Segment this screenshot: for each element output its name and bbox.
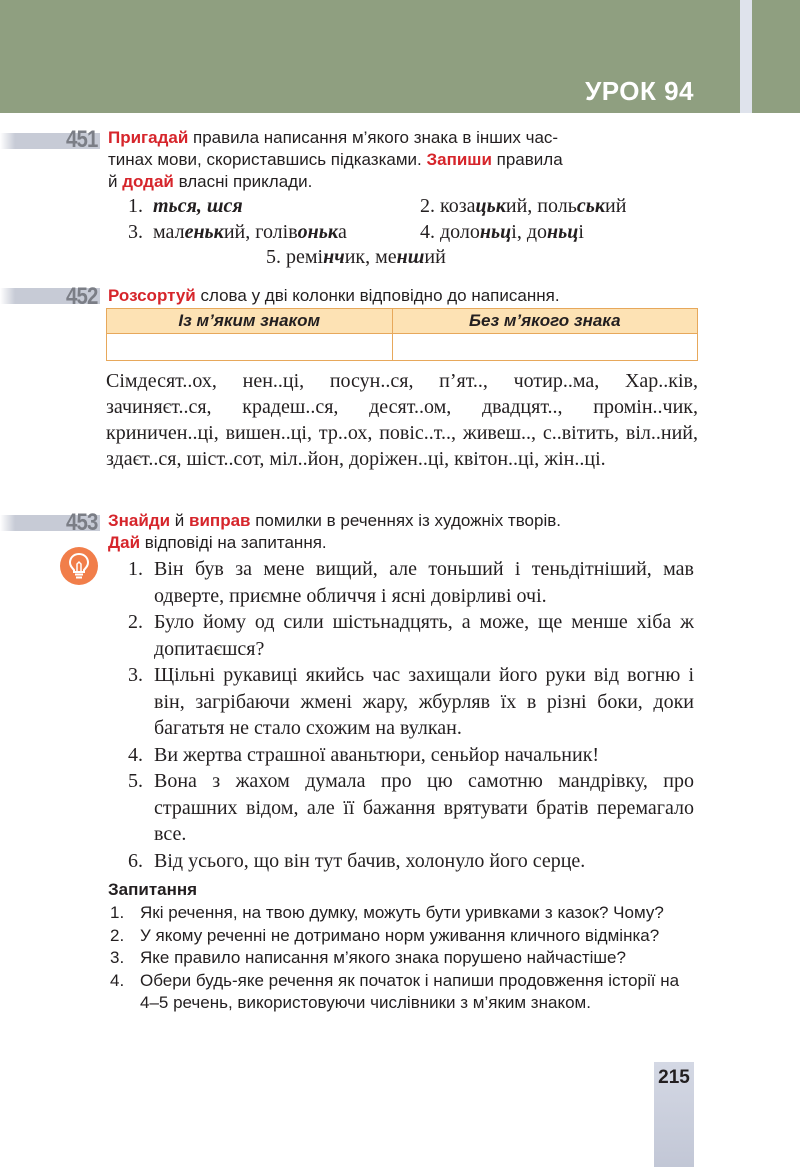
hint-2: 2. козацький, польський [420,195,627,217]
exercise-453-line-1: Знайди й виправ помилки в реченнях із художніх творів. [108,511,561,530]
list-item: 1. Він був за мене вищий, але тоньший і теньдітніший, мав одверте, приємне обличчя і ясні довірливі очі. [128,558,694,607]
list-item: 6. Від усього, що він тут бачив, холонуло його серце. [128,849,586,872]
verb: Пригадай [108,128,189,147]
exercise-number-451: 451 [66,126,98,153]
lesson-title: УРОК 94 [585,76,694,106]
exercise-452-task: Розсортуй слова у дві колонки відповідно до написання. [108,286,560,305]
verb: Запиши [426,150,492,169]
hint-4: 4. долоньці, доньці [420,221,584,243]
side-strip [740,0,752,113]
answer-cell-2 [392,334,697,361]
list-item: 3. Щільні рукавиці якийсь час захищали його руки від вогню і він, загрібаючи жмені жару, жбурляв їх в різні боки, доки багатьтя не стало схожим на вулкан. [128,664,694,739]
sentence-list [106,556,696,874]
exercise-number-452: 452 [66,283,98,310]
hint-1: 1. ться, шся [128,195,243,217]
verb: Дай [108,533,141,552]
verb: Розсортуй [108,286,196,305]
word-list: Сімдесят..ох, нен..ці, посун..ся, п’ят.., чотир..ма, Хар..ків, зачиняєт..ся, крадеш..ся, десят..ом, двадцят.., промін..чик, криничен..ці, вишен..ці, тр..ох, повіс..т.., живеш.., с..вітить, віл..ний, здаєт..ся, шіст..сот, міл..йон, доріжен..ці, квітон..ці, жін..ці. [106,370,698,470]
questions-list [110,902,698,1015]
list-item: 2. Було йому од сили шістьнадцять, а може, ще менше хіба ж допитаєшся? [128,611,694,660]
hint-3: 3. маленький, голівонька [128,221,347,243]
exercise-451-line-3: й додай власні приклади. [108,172,313,191]
answer-cell-1 [107,334,393,361]
verb: Знайди [108,511,171,530]
verb: виправ [189,511,251,530]
hint-5: 5. ремінчик, менший [266,246,446,268]
exercise-453-line-2: Дай відповіді на запитання. [108,533,327,552]
list-item: 2. У якому реченні не дотримано норм уживання кличного відмінка? [110,925,660,945]
page-number: 215 [658,1067,690,1088]
lightbulb-icon [60,547,98,585]
column-header-soft-sign: Із м’яким знаком [107,309,393,334]
list-item: 4. Ви жертва страшної аваньтюри, сеньйор начальник! [128,743,600,766]
list-item: 3. Яке правило написання м’якого знака порушено найчастіше? [110,948,626,967]
list-item: 1. Які речення, на твою думку, можуть бути уривками з казок? Чому? [110,903,664,922]
questions-title: Запитання [108,880,198,899]
side-band [752,0,800,113]
list-item: 4. Обери будь-яке речення як початок і напиши продовження історії на 4–5 речень, використовуючи числівники з м’яким знаком. [110,970,680,1012]
column-header-no-soft-sign: Без м’якого знака [392,309,697,334]
exercise-451-line-1: Пригадай правила написання м’якого знака в інших час- [108,128,559,147]
verb: додай [122,172,174,191]
exercise-number-453: 453 [66,509,98,536]
list-item: 5. Вона з жахом думала про цю самотню мандрівку, про страшних відом, але її бажання врятувати братів перемагало все. [128,770,694,845]
sorting-table [106,308,698,361]
exercise-451-line-2: тинах мови, скориставшись підказками. Запиши правила [108,150,563,169]
